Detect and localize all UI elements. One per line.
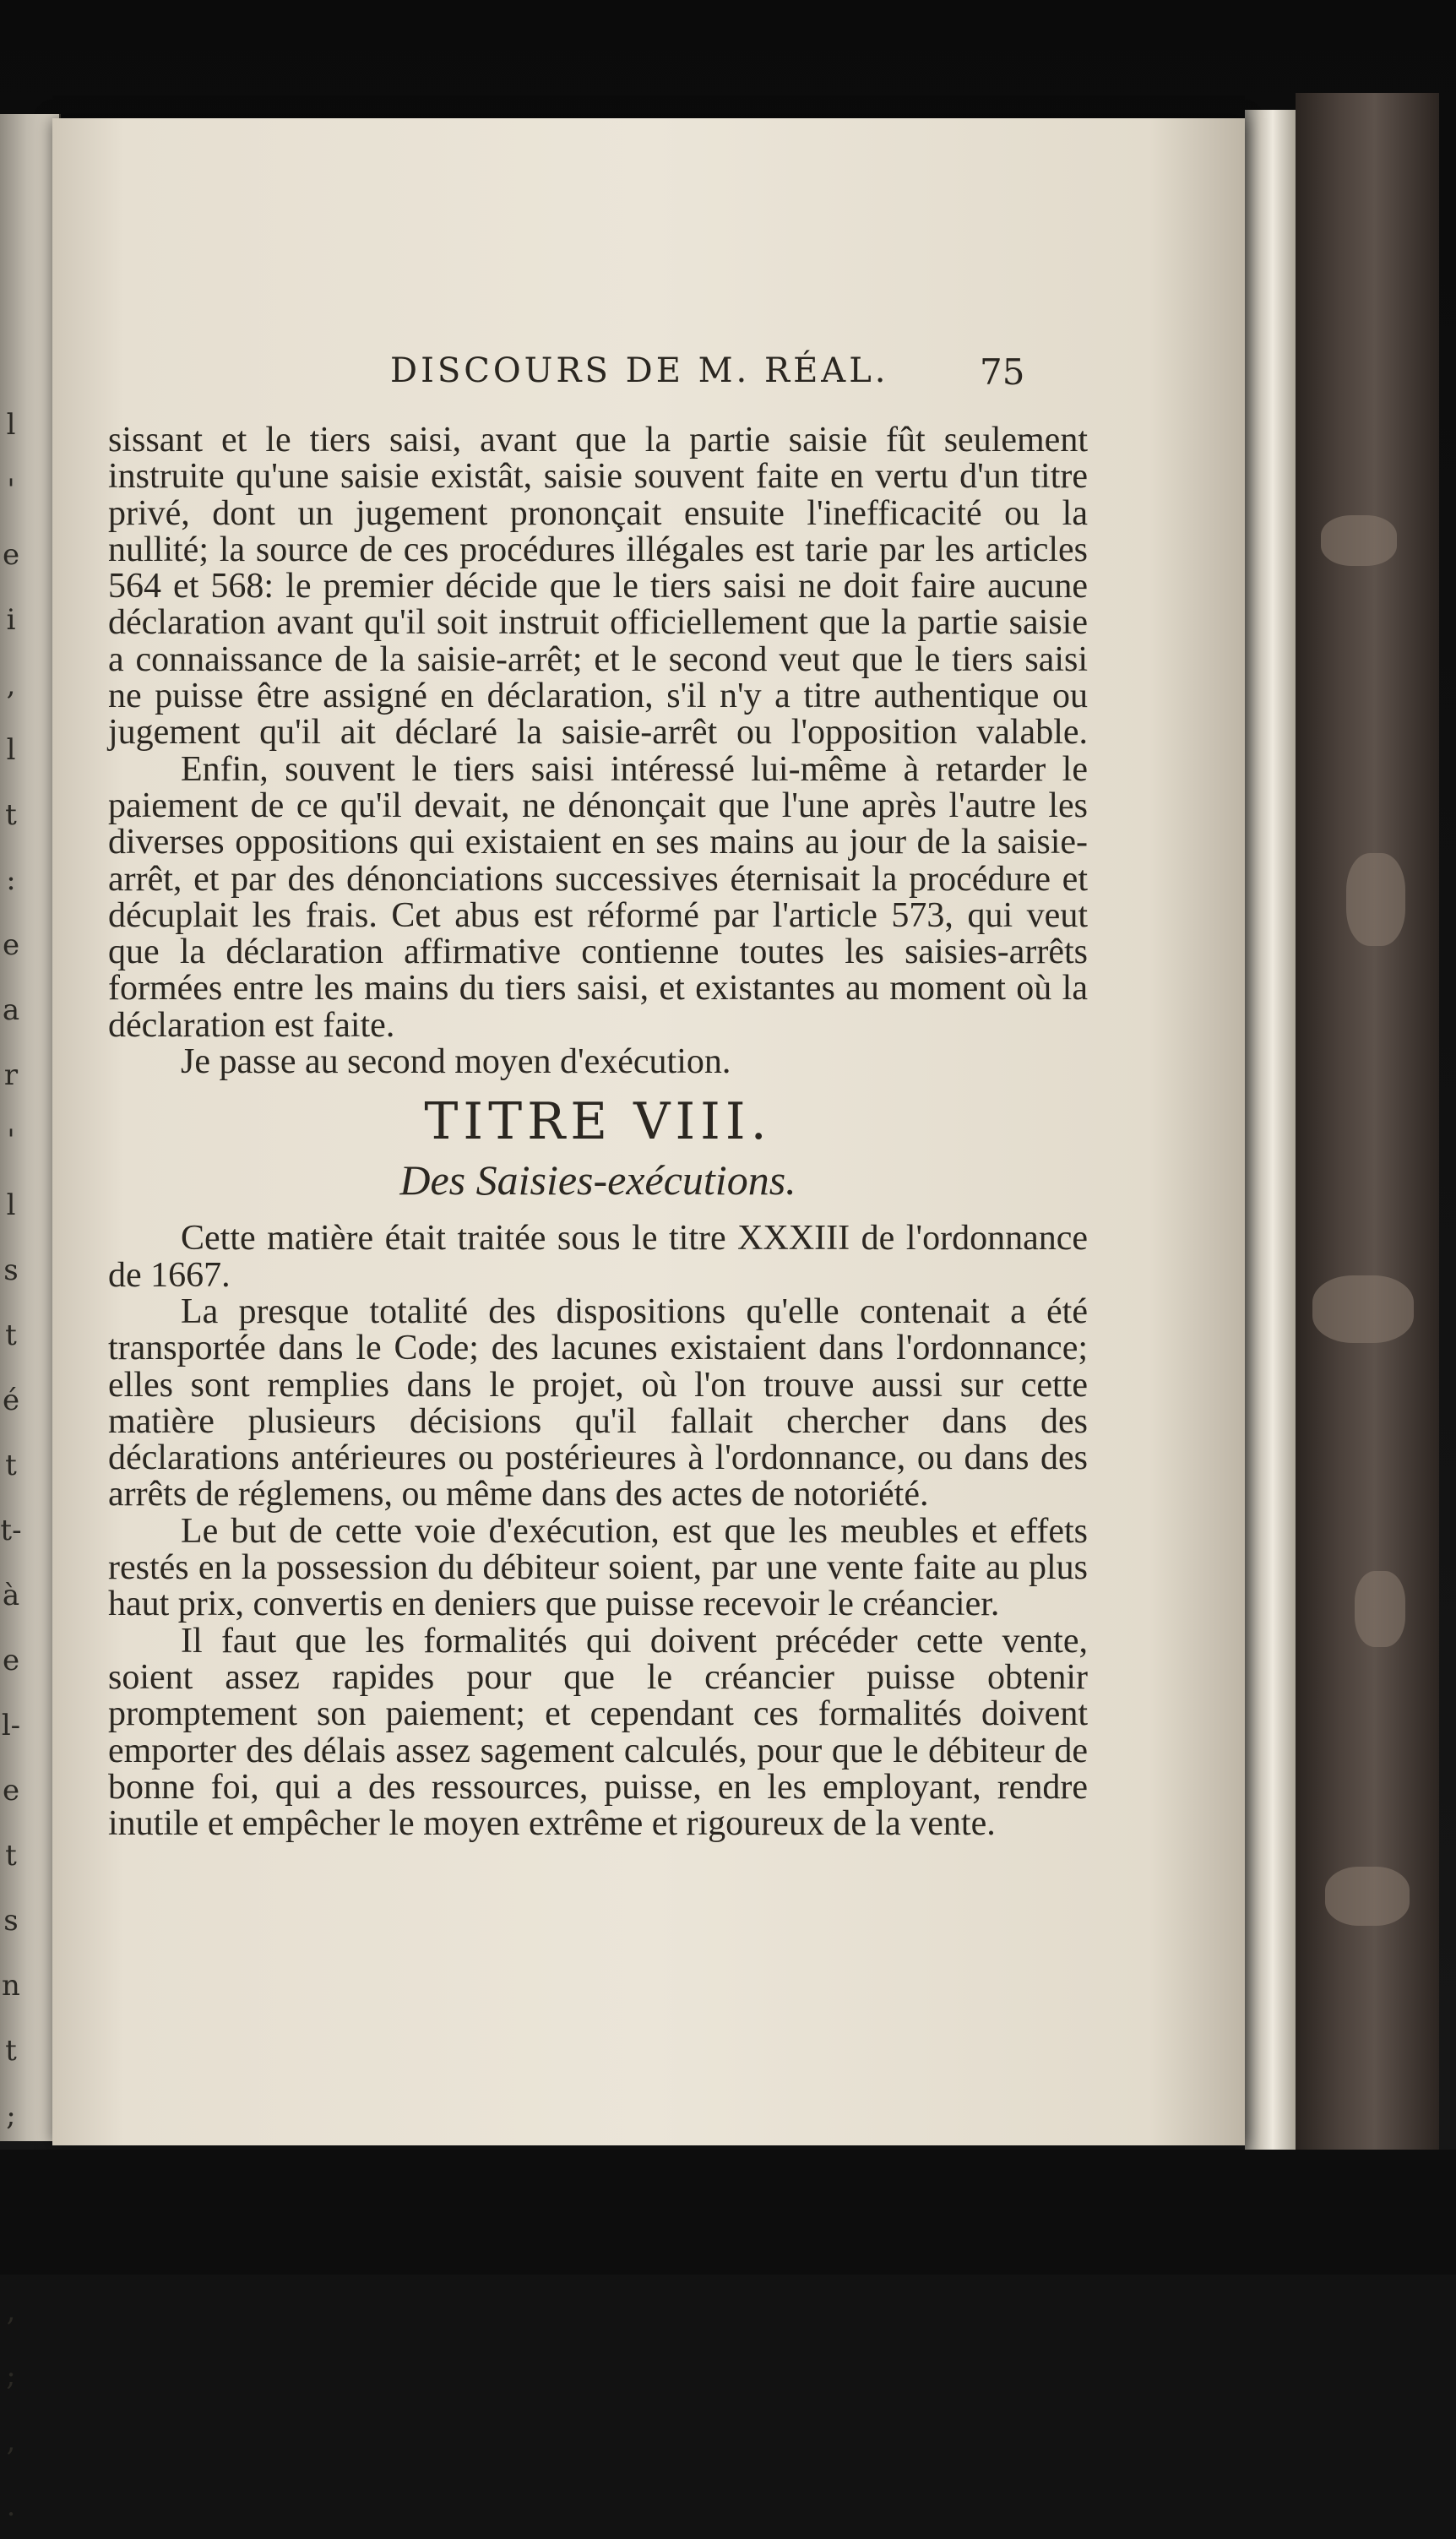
paragraph: Cette matière était traitée sous le titre XXXIII de l'ordonnance de 1667. — [108, 1219, 1088, 1295]
facing-page-fragment: é — [2, 1384, 20, 1417]
facing-page-fragment: a — [2, 993, 20, 1027]
facing-page-fragment: s — [3, 1904, 19, 1938]
facing-page-fragment: , — [6, 2294, 16, 2328]
facing-page-fragment: l — [6, 1188, 16, 1222]
body-text — [108, 422, 1088, 1842]
facing-page-fragment: e — [2, 538, 20, 572]
facing-page-fragment: e — [2, 928, 20, 962]
section-title: TITRE VIII. — [424, 1092, 772, 1152]
facing-page-fragment: n — [2, 1969, 20, 2003]
facing-page-fragment: ; — [6, 2359, 16, 2393]
facing-page-fragment: ' — [7, 1123, 15, 1157]
page-number: 75 — [980, 351, 1025, 393]
scan-bottom-margin — [0, 2150, 1456, 2275]
facing-page-fragment: s — [3, 1253, 19, 1287]
facing-page-fragment: t — [5, 1318, 17, 1352]
facing-page-fragment: t — [5, 1449, 17, 1482]
facing-page-fragment: . — [6, 2489, 16, 2523]
facing-page-fragment: t — [5, 2034, 17, 2068]
book-cover-marbled — [1296, 93, 1439, 2179]
facing-page-fragment: ' — [7, 473, 15, 507]
paragraph: La presque totalité des dispositions qu'elle contenait a été transportée dans le Code; des lacunes existaient dans l'ordonnance; elles sont remplies dans le projet, où l'on trouve aussi sur cette matière plusieurs décisions qu'il fallait chercher dans des déclarations antérieures ou postérieures à l'ordonnance, ou dans des arrêts de réglemens, ou même dans des actes de notoriété. — [108, 1291, 1088, 1514]
running-title: DISCOURS DE M. RÉAL. — [390, 351, 889, 390]
facing-page-fragment: t- — [0, 1514, 22, 1547]
facing-page-fragment: e — [2, 1644, 20, 1677]
facing-page-fragment: : — [6, 863, 16, 897]
facing-page-fragment: à — [2, 1579, 20, 1612]
paragraph: Il faut que les formalités qui doivent précéder cette vente, soient assez rapides pour que le créancier puisse obtenir promptement son paiement; et cependant ces formalités doivent emporter des délais assez sagement calculés, pour que le débiteur de bonne foi, qui a des ressources, puisse, en les employant, rendre inutile et empêcher le moyen extrême et rigoureux de la vente. — [108, 1621, 1088, 1844]
page-header — [52, 351, 1245, 402]
paragraph: Enfin, souvent le tiers saisi intéressé lui-même à retarder le paiement de ce qu'il devait, ne dénonçait que l'une après l'autre les diverses oppositions qui existaient en ses mains au jour de la saisie-arrêt, et par des dénonciations successives éternisait la procédure et décuplait les frais. Cet abus est réformé par l'article 573, qui veut que la déclaration affirmative contienne toutes les saisies-arrêts formées entre les mains du tiers saisi, et existantes au moment où la déclaration est faite. — [108, 749, 1088, 1045]
paragraph: Je passe au second moyen d'exécution. — [181, 1042, 731, 1082]
facing-page-fragment: , — [6, 2424, 16, 2458]
facing-page-fragment: l — [6, 408, 16, 442]
facing-page-fragment: e — [2, 1774, 20, 1808]
facing-page-fragment: , — [6, 668, 16, 702]
facing-page-fragment: r — [3, 1058, 19, 1092]
facing-page-fragment: t — [5, 798, 17, 832]
paragraph: sissant et le tiers saisi, avant que la partie saisie fût seulement instruite qu'une saisie existât, saisie souvent faite en vertu d'un titre privé, dont un jugement prononçait ensuite l'inefficacité ou la nullité; la source de ces procédures illégales est tarie par les articles 564 et 568: le premier décide que le tiers saisi ne doit faire aucune déclaration avant qu'il soit instruit officiellement que la partie saisie a connaissance de la saisie-arrêt; et le second veut que le tiers saisi ne puisse être assigné en déclaration, s'il n'y a titre authentique ou jugement qu'il ait déclaré la saisie-arrêt ou l'opposition valable. — [108, 421, 1088, 753]
page-stack-edge — [1245, 110, 1296, 2154]
facing-page-fragment: ; — [6, 2099, 16, 2133]
facing-page-fragment: l — [6, 733, 16, 767]
facing-page-fragment: i — [6, 603, 16, 637]
paragraph: Le but de cette voie d'exécution, est que les meubles et effets restés en la possession du débiteur soient, par une vente faite au plus haut prix, convertis en deniers que puisse recevoir le créancier. — [108, 1511, 1088, 1624]
book-page — [52, 118, 1245, 2145]
facing-page-fragment: l- — [1, 1709, 21, 1743]
facing-page-fragment: t — [5, 1839, 17, 1873]
section-subtitle: Des Saisies-exécutions. — [399, 1156, 796, 1204]
